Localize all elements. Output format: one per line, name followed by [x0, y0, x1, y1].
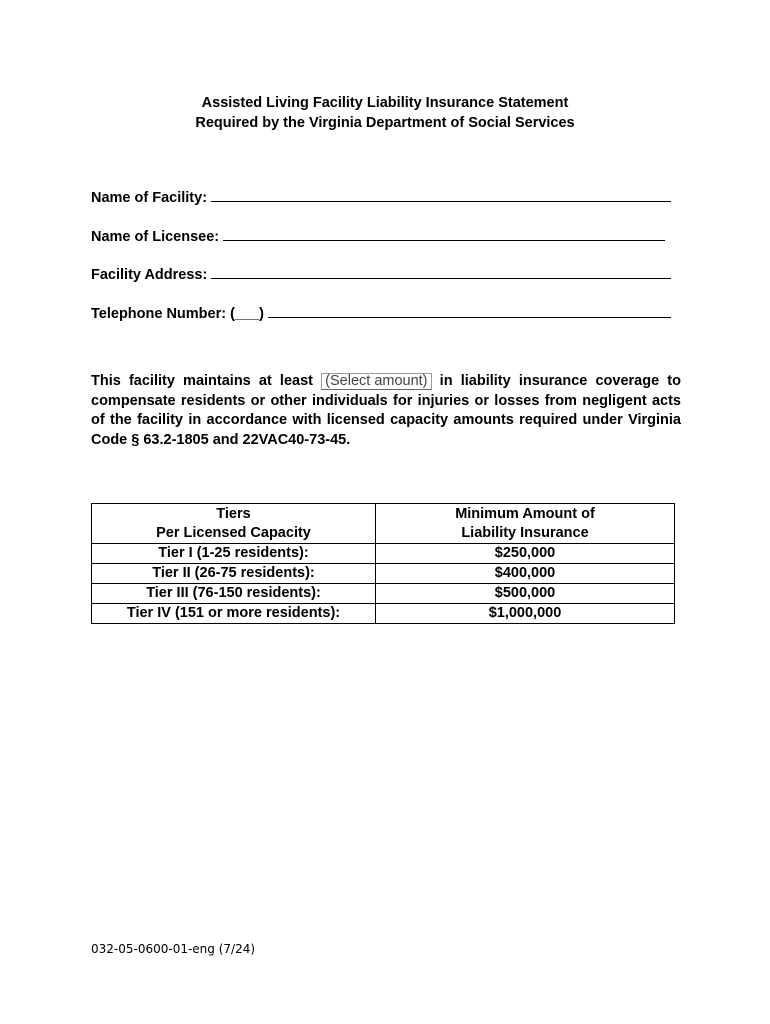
facility-address-field	[91, 263, 671, 284]
tier-cell: Tier IV (151 or more residents):	[92, 604, 376, 624]
header-tiers	[92, 504, 376, 544]
licensee-name-input[interactable]	[223, 225, 665, 241]
header-amount-line2: Liability Insurance	[461, 525, 589, 541]
licensee-name-label: Name of Licensee:	[91, 229, 220, 245]
header-amount	[376, 504, 675, 544]
table-row	[92, 564, 675, 584]
header-tiers-line1: Tiers	[216, 506, 251, 522]
telephone-input[interactable]	[268, 302, 671, 318]
amount-cell: $500,000	[376, 584, 675, 604]
statement-rest: compensate residents or other individuals for injuries or losses from negligent acts of the facility in accordance with licensed capacity amounts required under Virginia Code § 63.2-1805 and 22VAC40-73-45.	[91, 392, 681, 448]
amount-cell: $250,000	[376, 544, 675, 564]
facility-name-field	[91, 186, 671, 207]
form-subtitle: Required by the Virginia Department of Social Services	[195, 115, 575, 131]
table-header-row	[92, 504, 675, 544]
header-amount-line1: Minimum Amount of	[455, 506, 595, 522]
tier-cell: Tier III (76-150 residents):	[92, 584, 376, 604]
amount-cell: $1,000,000	[376, 604, 675, 624]
telephone-label: Telephone Number: (___)	[91, 306, 264, 322]
statement-before: This facility maintains at least	[91, 373, 313, 389]
coverage-statement	[91, 372, 681, 450]
tier-cell: Tier I (1-25 residents):	[92, 544, 376, 564]
form-title: Assisted Living Facility Liability Insurance Statement	[201, 95, 569, 111]
facility-address-input[interactable]	[211, 263, 671, 279]
statement-after: in liability insurance coverage to	[439, 373, 681, 389]
facility-name-input[interactable]	[211, 186, 671, 202]
licensee-name-field	[91, 225, 665, 246]
coverage-statement-line1	[91, 372, 681, 392]
table-row	[92, 544, 675, 564]
amount-cell: $400,000	[376, 564, 675, 584]
table-row	[92, 604, 675, 624]
telephone-field	[91, 302, 671, 323]
amount-select[interactable]: (Select amount)	[321, 373, 431, 390]
tier-cell: Tier II (26-75 residents):	[92, 564, 376, 584]
form-number: 032-05-0600-01-eng (7/24)	[91, 942, 256, 956]
table-row	[92, 584, 675, 604]
header-tiers-line2: Per Licensed Capacity	[156, 525, 311, 541]
tiers-table	[91, 503, 675, 624]
facility-address-label: Facility Address:	[91, 267, 208, 283]
facility-name-label: Name of Facility:	[91, 190, 208, 206]
